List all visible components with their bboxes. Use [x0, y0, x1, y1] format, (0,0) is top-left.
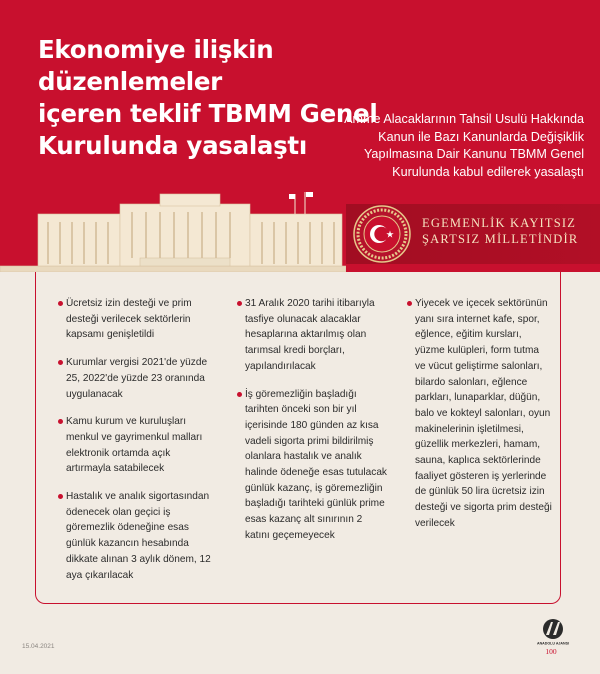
- list-item: [227, 296, 387, 375]
- tbmm-building-illustration: [0, 192, 346, 272]
- bullet-dot-icon: [58, 301, 63, 306]
- bullet-dot-icon: [58, 360, 63, 365]
- bullet-dot-icon: [407, 301, 412, 306]
- subtitle-line: Amme Alacaklarının Tahsil Usulü Hakkında: [344, 112, 584, 126]
- list-item: [48, 355, 218, 402]
- title-line: içeren teklif TBMM Genel: [38, 99, 378, 128]
- subtitle-line: Kanun ile Bazı Kanunlarda Değişiklik: [378, 129, 584, 144]
- list-item-text: Kamu kurum ve kuruluşları menkul ve gayrimenkul malları elektronik ortamda açık artırmayla satabilecek: [66, 416, 203, 475]
- bullet-dot-icon: [58, 419, 63, 424]
- subtitle-line: Yapılmasına Dair Kanunu TBMM Genel: [363, 147, 584, 161]
- motto-line: ŞARTSIZ MİLLETİNDİR: [422, 232, 579, 246]
- bullet-dot-icon: [237, 392, 242, 397]
- aa-logo-icon: [536, 617, 570, 657]
- aa-anniversary-text: 100: [545, 647, 557, 656]
- list-item: [227, 387, 387, 544]
- list-item: [48, 414, 218, 477]
- list-item-text: 31 Aralık 2020 tarihi itibarıyla tasfiye olunacak alacaklar hesaplarına aktarılmış olan tarımsal kredi borçları, yapılandırılacak: [245, 298, 375, 372]
- bullet-dot-icon: [58, 494, 63, 499]
- subtitle: [302, 111, 584, 181]
- tbmm-emblem-icon: [352, 204, 412, 264]
- list-item-text: Yiyecek ve içecek sektörünün yanı sıra internet kafe, spor, eğlence, eğitim kursları, yüzme kulüpleri, form tutma ve vücut geliştirme salonları, bilardo salonları, eğlence parkları, lunaparklar, düğün, balo ve kokteyl salonları, oyun makinelerinin işletilmesi, güzellik merkezleri, hamam, sauna, kaplıca sektörlerinde faaliyet gösteren iş yerlerinde de günlük 50 lira ücretsiz izin desteği ve sigorta prim desteği verilecek: [415, 298, 552, 529]
- bullet-dot-icon: [237, 301, 242, 306]
- column-1: [48, 296, 218, 595]
- list-item-text: Hastalık ve analık sigortasından ödenecek olan geçici iş göremezlik ödeneğine esas günlük kazancın hesabında dikkate alınan 3 aylık dönem, 12 aya çıkarılacak: [66, 491, 211, 581]
- column-3: [397, 296, 552, 544]
- motto-text: [422, 215, 598, 247]
- list-item: [48, 296, 218, 343]
- aa-logo-text: ANADOLU AJANSI: [536, 641, 570, 646]
- motto-line: EGEMENLİK KAYITSIZ: [422, 216, 577, 230]
- publish-date: 15.04.2021: [22, 643, 55, 650]
- list-item-text: Kurumlar vergisi 2021'de yüzde 25, 2022'de yüzde 23 oranında uygulanacak: [66, 357, 208, 400]
- column-2: [227, 296, 387, 556]
- subtitle-line: Kurulunda kabul edilerek yasalaştı: [392, 164, 584, 179]
- list-item-text: İş göremezliğin başladığı tarihten önceki son bir yıl içerisinde 180 günden az kısa vadeli sigorta primi bildirilmiş olanlara hastalık ve analık halinde ödeneğe esas tutulacak günlük kazanç, iş göremezliğin başladığı tarihteki günlük prime esas kazanç alt sınırının 2 katını geçemeyecek: [245, 388, 387, 541]
- title-line: Ekonomiye ilişkin düzenlemeler: [38, 35, 274, 96]
- list-item-text: Ücretsiz izin desteği ve prim desteği verilecek sektörlerin kapsamı genişletildi: [66, 298, 192, 341]
- list-item: [48, 489, 218, 583]
- title-line: Kurulunda yasalaştı: [38, 131, 307, 160]
- list-item: [397, 296, 552, 532]
